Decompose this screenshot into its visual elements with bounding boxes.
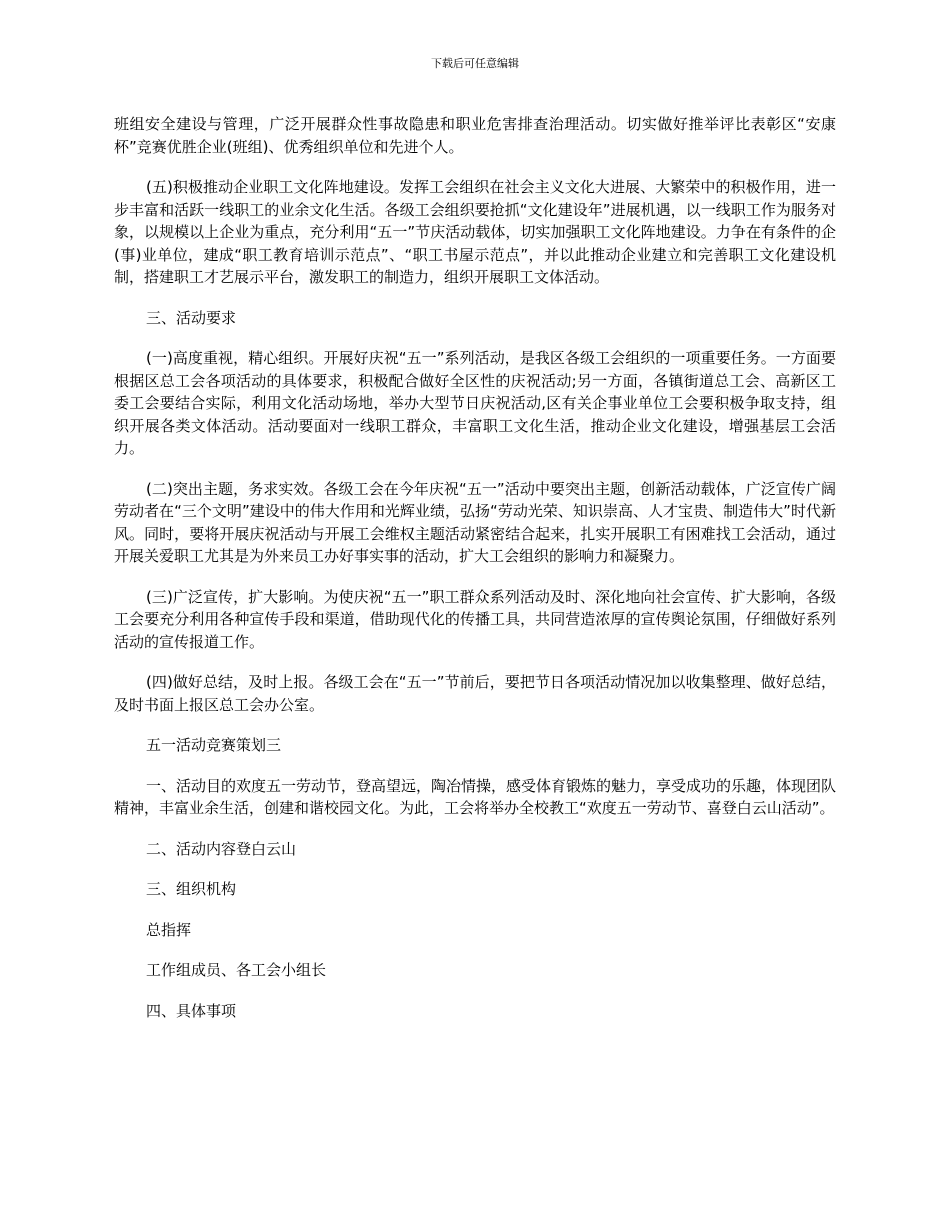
paragraph: (二)突出主题，务求实效。各级工会在今年庆祝“五一”活动中要突出主题，创新活动载体，广泛宣传广阔劳动者在“三个文明”建设中的伟大作用和光辉业绩，弘扬“劳动光荣、知识崇高、人才宝贵、制造伟大”时代新风。同时，要将开展庆祝活动与开展工会维权主题活动紧密结合起来，扎实开展职工有困难找工会活动，通过开展关爱职工尤其是为外来员工办好事实事的活动，扩大工会组织的影响力和凝聚力。	[114, 479, 836, 565]
paragraph: 班组安全建设与管理，广泛开展群众性事故隐患和职业危害排查治理活动。切实做好推举评比表彰区“安康杯”竞赛优胜企业(班组)、优秀组织单位和先进个人。	[114, 115, 836, 156]
paragraph: (三)广泛宣传，扩大影响。为使庆祝“五一”职工群众系列活动及时、深化地向社会宣传、扩大影响，各级工会要充分利用各种宣传手段和渠道，借助现代化的传播工具，共同营造浓厚的宣传舆论氛围，仔细做好系列活动的宣传报道工作。	[114, 587, 836, 651]
section-heading: 二、活动内容登白云山	[146, 839, 297, 858]
section-heading: 五一活动竞赛策划三	[146, 736, 282, 754]
section-heading: 三、活动要求	[146, 308, 237, 327]
paragraph: 工作组成员、各工会小组长	[146, 961, 327, 979]
page-header: 下载后可任意编辑	[431, 57, 519, 70]
document-body	[114, 113, 836, 1040]
paragraph: (五)积极推动企业职工文化阵地建设。发挥工会组织在社会主义文化大进展、大繁荣中的积极作用，进一步丰富和活跃一线职工的业余文化生活。各级工会组织要抢抓“文化建设年”进展机遇，以一线职工作为服务对象，以规模以上企业为重点，充分利用“五一”节庆活动载体，切实加强职工文化阵地建设。力争在有条件的企(事)业单位，建成“职工教育培训示范点”、“职工书屋示范点”，并以此推动企业建立和完善职工文化建设机制，搭建职工才艺展示平台，激发职工的制造力，组织开展职工文体活动。	[114, 178, 836, 286]
paragraph: 一、活动目的欢度五一劳动节，登高望远，陶冶情操，感受体育锻炼的魅力，享受成功的乐趣，体现团队精神，丰富业余生活，创建和谐校园文化。为此，工会将举办全校教工“欢度五一劳动节、喜登白云山活动”。	[114, 776, 837, 817]
paragraph: 总指挥	[146, 920, 192, 939]
paragraph: (一)高度重视，精心组织。开展好庆祝“五一”系列活动，是我区各级工会组织的一项重要任务。一方面要根据区总工会各项活动的具体要求，积极配合做好全区性的庆祝活动;另一方面，各镇街道总工会、高新区工委工会要结合实际，利用文化活动场地，举办大型节日庆祝活动,区有关企事业单位工会要积极争取支持，组织开展各类文体活动。活动要面对一线职工群众，丰富职工文化生活，推动企业文化建设，增强基层工会活力。	[114, 349, 836, 457]
paragraph: (四)做好总结，及时上报。各级工会在“五一”节前后，要把节日各项活动情况加以收集整理、做好总结，及时书面上报区总工会办公室。	[114, 673, 836, 714]
section-heading: 四、具体事项	[146, 1001, 237, 1020]
section-heading: 三、组织机构	[146, 880, 237, 898]
